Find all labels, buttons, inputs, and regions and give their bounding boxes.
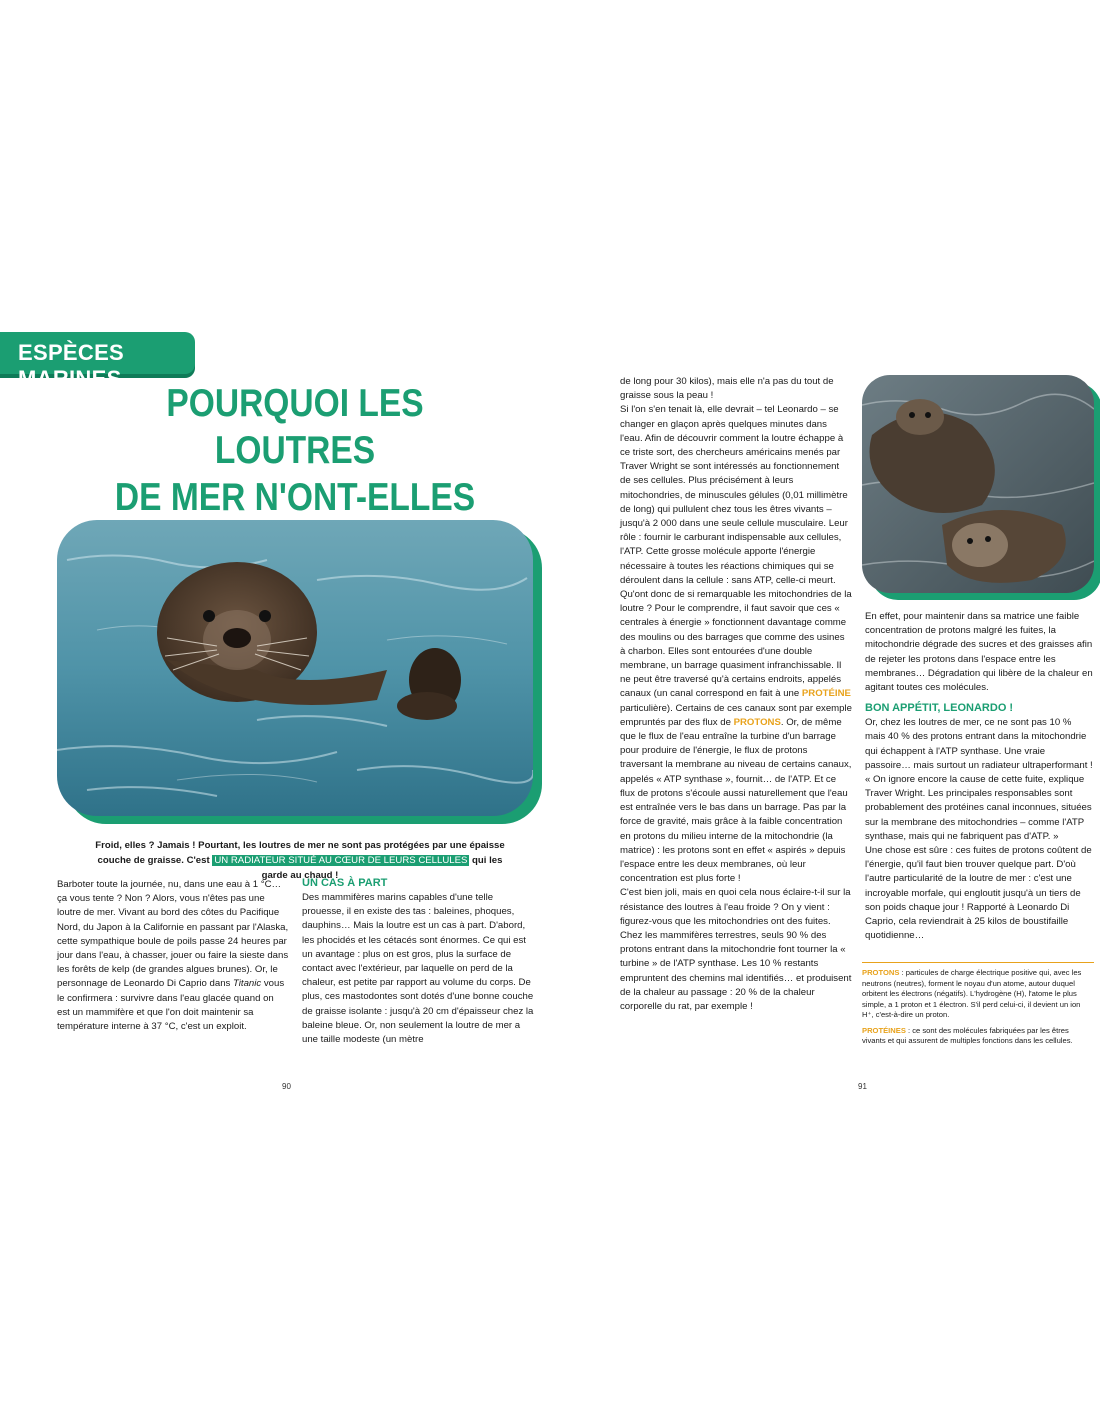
text-run: particulière). Certains de ces canaux sont par exemple empruntés par des flux de <box>620 702 852 728</box>
keyword: PROTONS <box>733 716 781 728</box>
paragraph: Des mammifères marins capables d'une telle prouesse, il en existe des tas : baleines, phoques, dauphins… Mais la loutre est un cas à part. D'abord, les phocidés et les cétacés sont énormes. Ce qui est un avantage : plus on est gros, plus la surface de contact avec l'extérieur, par laquelle on perd de la chaleur, est petite par rapport au volume du corps. De plus, ces mastodontes sont dotés d'une bonne couche de graisse isolante : jusqu'à 20 cm d'épaisseur chez la baleine bleue. Or, non seulement la loutre de mer a une taille modeste (un mètre <box>302 892 534 1046</box>
page-number-left: 90 <box>282 1082 291 1091</box>
paragraph: Une chose est sûre : ces fuites de protons coûtent de l'énergie, qu'il faut bien trouver quelque part. D'où l'autre particularité de la loutre de mer : c'est une incroyable morfale, qui engloutit jusqu'à un tiers de son poids chaque jour ! Rapporté à Leonardo Di Caprio, cela reviendrait à 25 kilos de boustifaille quotidienne… <box>865 845 1092 942</box>
text-run: . Or, de même que le flux de l'eau entraîne la turbine d'un barrage pour produire de l'énergie, le flux de protons traversant la membrane au niveau de certains canaux, appelés « ATP synthase », fournit… de l'ATP. Et ce flux de protons s'écoule aussi naturellement que l'eau est entraînée vers le bas dans un barrage. Pas par la force de gravité, mais grâce à la faible concentration en protons du milieu interne de la mitochondrie (la matrice) : les protons sont en effet « aspirés » depuis l'espace entre les deux membranes, où leur concentration est plus forte ! <box>620 716 852 885</box>
keyword: PROTÉINE <box>801 688 851 700</box>
glossary-divider <box>862 962 1094 963</box>
paragraph: Si l'on s'en tenait là, elle devrait – tel Leonardo – se changer en glaçon après quelques minutes dans l'eau. Afin de découvrir comment la loutre échappe à ce triste sort, des chercheurs américains menés par Traver Wright se sont intéressés au fonctionnement de ses cellules. Plus précisément à leurs mitochondries, de minuscules gélules (0,01 millimètre de long) qui pullulent chez tous les êtres vivants – jusqu'à 2 000 dans une seule cellule musculaire. Leur rôle : fournir le carburant indispensable aux cellules, l'ATP. Cette grosse molécule apporte l'énergie nécessaire à toutes les réactions chimiques qui se déroulent dans la cellule : sans ATP, celle-ci meurt. <box>620 404 848 586</box>
caption-text: Froid, elles ? Jamais ! Pourtant, les loutres de mer ne sont pas protégées par une épaisse couche de graisse. C'est <box>95 840 505 866</box>
title-line: DE MER N'ONT-ELLES <box>114 476 476 519</box>
caption-highlight: UN RADIATEUR SITUÉ AU CŒUR DE LEURS CELLULES <box>214 855 468 866</box>
section-tab <box>0 332 195 391</box>
glossary-definition: : particules de charge électrique positive qui, avec les neutrons (neutres), forment le noyau d'un atome, autour duquel orbitent les électrons (négatifs). L'hydrogène (H), l'atome le plus simple, a 1 proton et 1 électron. S'il perd celui-ci, il devient un ion H⁺, c'est-à-dire un proton. <box>862 968 1082 1019</box>
paragraph <box>57 878 289 1034</box>
glossary-term: PROTONS <box>862 968 900 977</box>
text-run: Barboter toute la journée, nu, dans une eau à 1 °C… ça vous tente ? Non ? Alors, vous n'êtes pas une loutre de mer. Vivant au bord des côtes du Pacifique Nord, du Japon à la Californie en passant par l'Alaska, cette sympathique boule de poils passe 24 heures par jour dans l'eau, à chasser, jouer ou faire la sieste dans les forêts de kelp (de grandes algues brunes). Or, le personnage de Leonardo Di Caprio dans <box>57 879 289 990</box>
paragraph: Or, chez les loutres de mer, ce ne sont pas 10 % mais 40 % des protons entrant dans la mitochondrie qui échappent à l'ATP synthase. Une vraie passoire… mais surtout un radiateur ultraperformant ! « On ignore encore la cause de cette fuite, explique Traver Wright. Les principales responsables sont probablement des protéines canal inconnues, situées sur la membrane des mitochondries – comme l'ATP synthase, mais qui ne fabriquent pas d'ATP. » <box>865 717 1093 842</box>
column-4 <box>865 610 1093 943</box>
text-run: vous le confirmera : survivre dans l'eau glacée quand on est un mammifère et que l'on doit maintenir sa température interne à 37 °C, c'est un exploit. <box>57 978 285 1033</box>
caption-text-end: qui les garde au chaud ! <box>261 855 503 881</box>
page-number-right: 91 <box>858 1082 867 1091</box>
glossary-term: PROTÉINES <box>862 1025 906 1035</box>
glossary-definition: : ce sont des molécules fabriquées par les êtres vivants et qui assurent de multiples fonctions dans les cellules. <box>862 1025 1073 1045</box>
glossary-entry <box>862 968 1094 1021</box>
paragraph: de long pour 30 kilos), mais elle n'a pas du tout de graisse sous la peau ! <box>620 376 834 402</box>
text-run-italic: Titanic <box>233 978 262 990</box>
glossary-entry <box>862 1026 1094 1047</box>
otter-photo-pair <box>862 375 1094 593</box>
paragraph: C'est bien joli, mais en quoi cela nous éclaire-t-il sur la résistance des loutres à l'eau froide ? On y vient : figurez-vous que les mitochondries ont des fuites. Chez les mammifères terrestres, seuls 90 % des protons entrant dans la mitochondrie font tourner la « turbine » de l'ATP synthase. Les 10 % restants empruntent des chemins mal identifiés… et produisent de la chaleur au passage : 20 % de la chaleur corporelle du rat, par exemple ! <box>620 887 852 1012</box>
title-line: POURQUOI LES LOUTRES <box>166 382 424 472</box>
paragraph: En effet, pour maintenir dans sa matrice une faible concentration de protons malgré les fuites, la mitochondrie dégrade des sucres et des graisses afin de rejeter les protons dans l'espace entre les membranes… Dégradation qui libère de la chaleur en agitant toutes ces molécules. <box>865 611 1093 694</box>
otter-photo-main <box>57 520 533 816</box>
column-1 <box>57 878 289 1034</box>
glossary <box>862 968 1094 1052</box>
section-tab-label: ESPÈCES MARINES <box>18 340 125 391</box>
column-3 <box>620 375 852 1014</box>
subheading: BON APPÉTIT, LEONARDO ! <box>865 702 1014 715</box>
subheading: UN CAS À PART <box>302 877 388 889</box>
column-2 <box>302 876 534 1047</box>
text-run: Qu'ont donc de si remarquable les mitochondries de la loutre ? Pour le comprendre, il faut savoir que ces « centrales à énergie » fonctionnent davantage comme des moulins ou des barrages que comme des usines à charbon. Elles sont entourées d'une double membrane, un barrage quasiment infranchissable. Il ne peut être traversé qu'à certains endroits, appelés canaux (un canal correspond en fait à une <box>620 589 852 700</box>
paragraph <box>620 588 852 886</box>
